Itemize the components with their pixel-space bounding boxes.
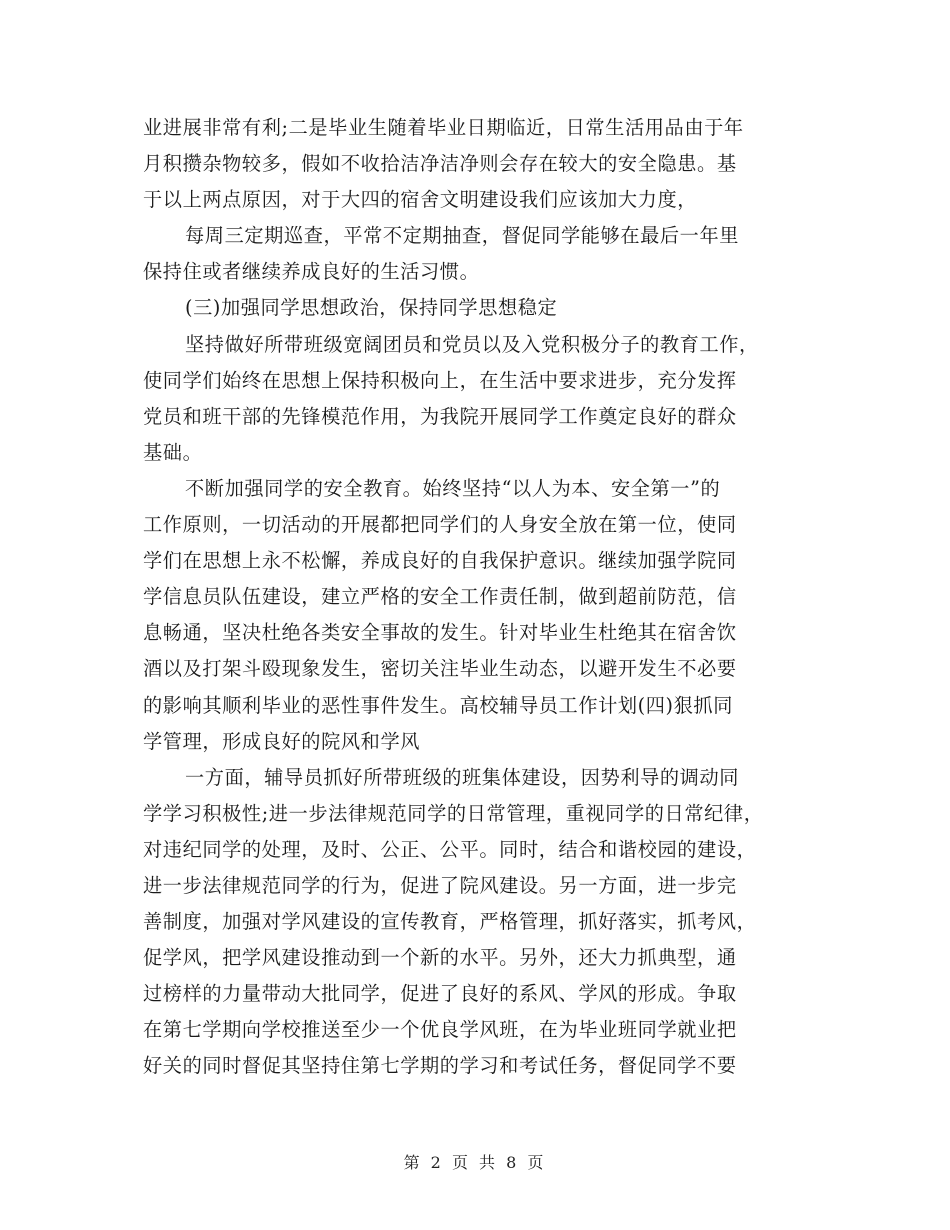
section-heading: (三)加强同学思想政治，保持同学思想稳定 <box>185 296 558 320</box>
text-line: 于以上两点原因，对于大四的宿舍文明建设我们应该加大力度， <box>143 188 698 212</box>
text-line: 酒以及打架斗殴现象发生，密切关注毕业生动态，以避开发生不必要 <box>143 657 737 681</box>
text-line: 学学习积极性;进一步法律规范同学的日常管理，重视同学的日常纪律， <box>143 801 764 825</box>
document-body <box>143 110 803 1085</box>
text-line: 好关的同时督促其坚持住第七学期的学习和考试任务，督促同学不要 <box>143 1054 737 1078</box>
text-line: 保持住或者继续养成良好的生活习惯。 <box>143 260 480 284</box>
text-line: 基础。 <box>143 440 203 464</box>
text-line: 业进展非常有利;二是毕业生随着毕业日期临近，日常生活用品由于年 <box>143 116 744 139</box>
text-line: 月积攒杂物较多，假如不收拾洁净洁净则会存在较大的安全隐患。基 <box>143 152 737 176</box>
text-line: 党员和班干部的先锋模范作用，为我院开展同学工作奠定良好的群众 <box>143 404 737 428</box>
text-line: 进一步法律规范同学的行为，促进了院风建设。另一方面，进一步完 <box>143 873 737 897</box>
text-line: 善制度，加强对学风建设的宣传教育，严格管理，抓好落实，抓考风， <box>143 910 757 934</box>
paragraph-start-line: 一方面，辅导员抓好所带班级的班集体建设，因势利导的调动同 <box>185 765 740 789</box>
text-line: 的影响其顺利毕业的恶性事件发生。高校辅导员工作计划(四)狠抓同 <box>143 693 734 717</box>
text-line: 息畅通，坚决杜绝各类安全事故的发生。针对毕业生杜绝其在宿舍饮 <box>143 621 737 645</box>
text-line: 学信息员队伍建设，建立严格的安全工作责任制，做到超前防范，信 <box>143 585 737 609</box>
text-line: 过榜样的力量带动大批同学，促进了良好的系风、学风的形成。争取 <box>143 982 737 1006</box>
text-line: 对违纪同学的处理，及时、公正、公平。同时，结合和谐校园的建设， <box>143 837 757 861</box>
page-number-footer: 第 2 页 共 8 页 <box>403 1153 547 1172</box>
text-line: 使同学们始终在思想上保持积极向上，在生活中要求进步，充分发挥 <box>143 368 737 392</box>
text-line: 促学风，把学风建设推动到一个新的水平。另外，还大力抓典型，通 <box>143 946 737 970</box>
paragraph-start-line: 每周三定期巡查，平常不定期抽查，督促同学能够在最后一年里 <box>185 224 740 248</box>
text-line: 学们在思想上永不松懈，养成良好的自我保护意识。继续加强学院同 <box>143 549 737 573</box>
paragraph-start-line: 不断加强同学的安全教育。始终坚持“以人为本、安全第一”的 <box>185 476 721 500</box>
text-line: 在第七学期向学校推送至少一个优良学风班，在为毕业班同学就业把 <box>143 1018 737 1042</box>
paragraph-start-line: 坚持做好所带班级宽阔团员和党员以及入党积极分子的教育工作， <box>185 332 759 356</box>
text-line: 工作原则，一切活动的开展都把同学们的人身安全放在第一位，使同 <box>143 513 737 537</box>
text-line: 学管理，形成良好的院风和学风 <box>143 729 421 753</box>
